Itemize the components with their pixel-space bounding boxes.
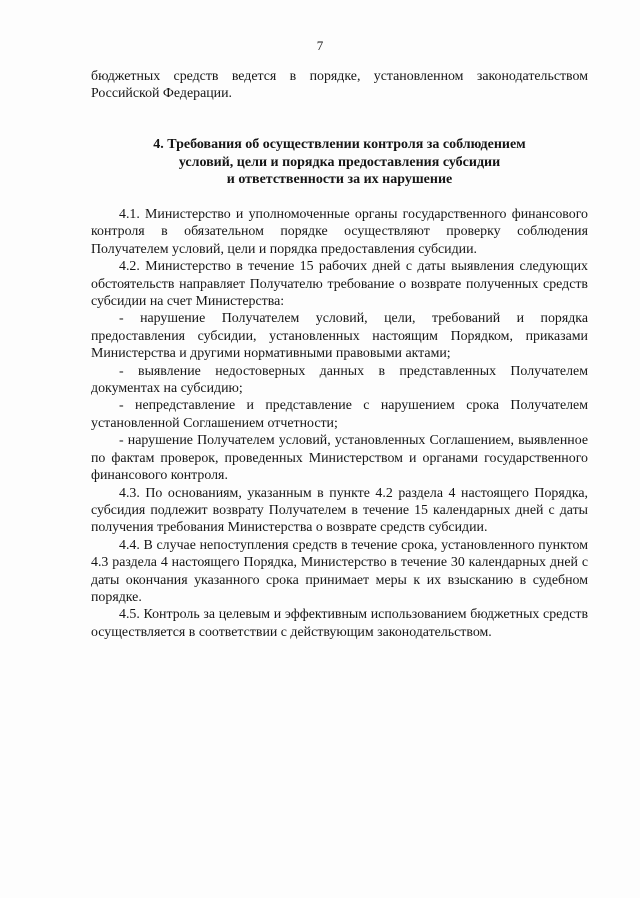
section-heading-line-1: 4. Требования об осуществлении контроля за соблюдением xyxy=(153,137,526,152)
section-heading-line-3: и ответственности за их нарушение xyxy=(226,172,453,188)
paragraph-4-5: 4.5. Контроль за целевым и эффективным использованием бюджетных средств осуществляется в соответствии с действующим законодательством. xyxy=(91,607,588,640)
paragraph-4-1: 4.1. Министерство и уполномоченные органы государственного финансового контроля в обязательном порядке осуществляют проверку соблюдения Получателем условий, цели и порядка предоставления субсидии. xyxy=(91,207,588,257)
paragraph-4-3: 4.3. По основаниям, указанным в пункте 4.2 раздела 4 настоящего Порядка, субсидия подлежит возврату Получателем в течение 15 календарных дней с даты получения требования Министерства о возврате средств субсидии. xyxy=(91,485,588,536)
section-heading xyxy=(91,136,588,189)
section-body xyxy=(91,206,588,641)
list-item-reporting: - непредставление и представление с нарушением срока Получателем установленной Соглашением отчетности; xyxy=(91,398,588,431)
list-item-false-data: - выявление недостоверных данных в представленных Получателем документах на субсидию; xyxy=(91,363,588,397)
continuation-paragraph: бюджетных средств ведется в порядке, установленном законодательством Российской Федерации. xyxy=(91,69,588,102)
paragraph-4-4: 4.4. В случае непоступления средств в течение срока, установленного пунктом 4.3 раздела 4 настоящего Порядка, Министерство в течение 30 календарных дней с даты окончания указанного срока принимает меры к их взысканию в судебном порядке. xyxy=(91,537,588,605)
paragraph-4-2: 4.2. Министерство в течение 15 рабочих дней с даты выявления следующих обстоятельств направляет Получателю требование о возврате полученных средств субсидии на счет Министерства: xyxy=(91,259,588,310)
section-heading-line-2: условий, цели и порядка предоставления субсидии xyxy=(178,154,501,170)
list-item-violation: - нарушение Получателем условий, цели, требований и порядка предоставления субсидии, установленных настоящим Порядком, приказами Министерства и другими нормативными правовыми актами; xyxy=(91,311,588,362)
page-number: 7 xyxy=(316,38,324,53)
list-item-audit: - нарушение Получателем условий, установленных Соглашением, выявленное по фактам проверок, проведенных Министерством и органами государственного финансового контроля. xyxy=(91,433,588,484)
